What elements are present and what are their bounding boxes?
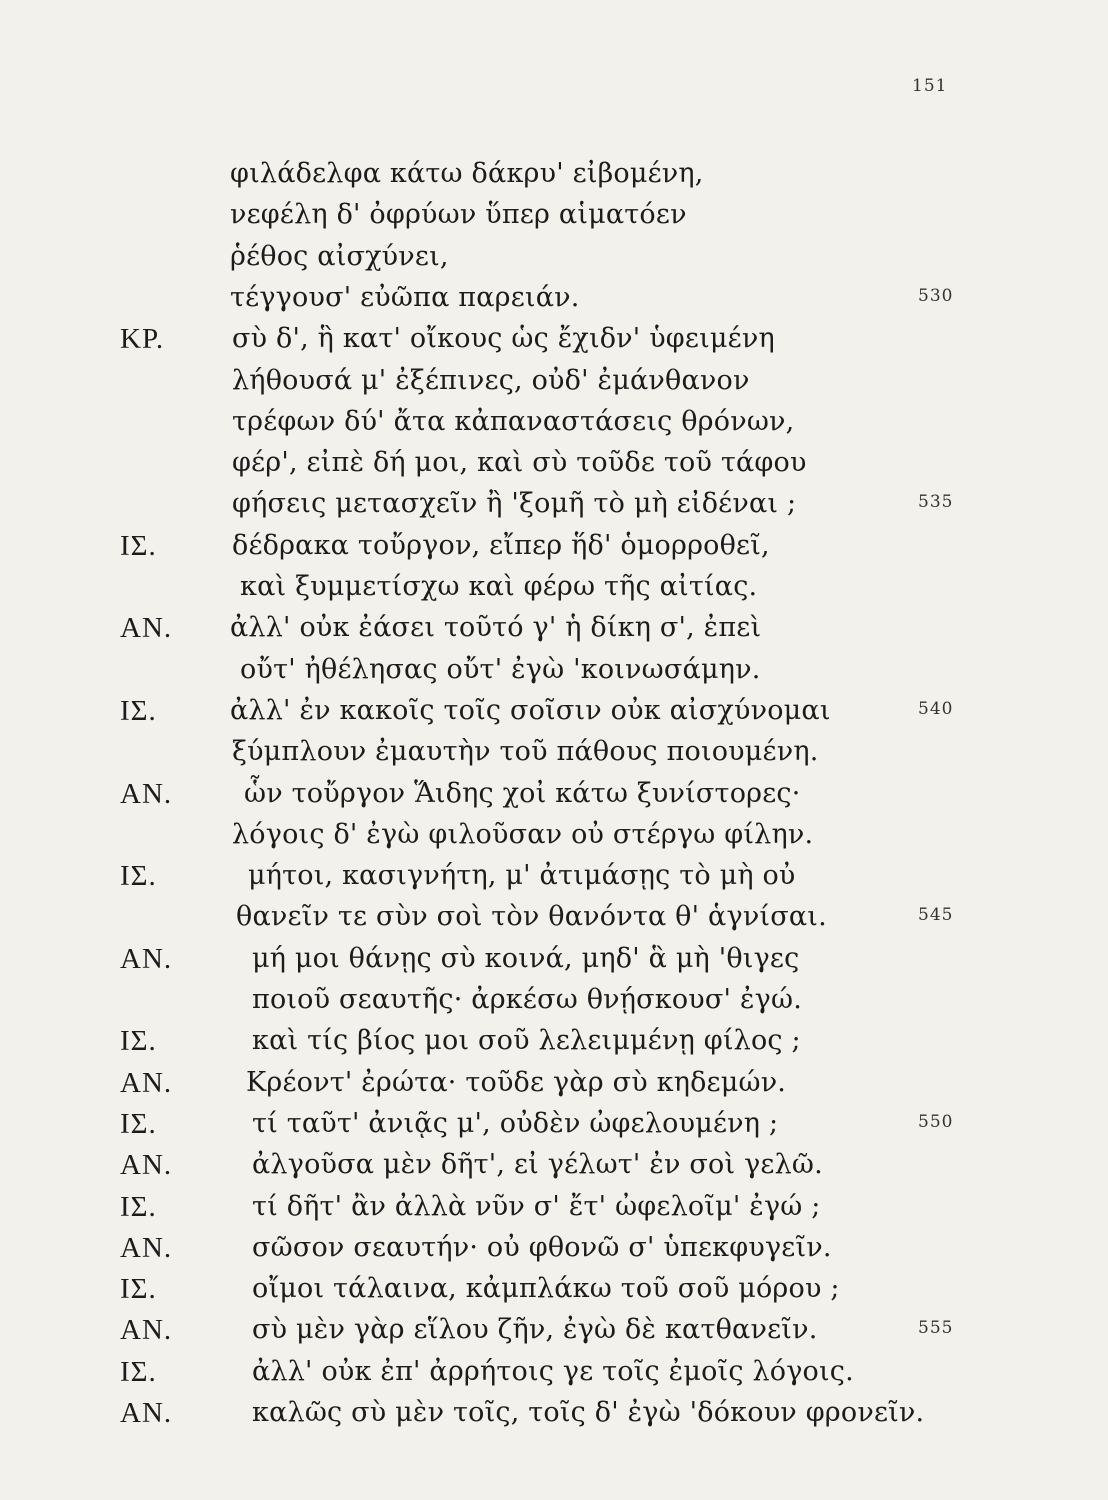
- verse-text: φιλάδελφα κάτω δάκρυ' εἰβομένη,: [230, 158, 704, 189]
- verse-line: [0, 901, 1108, 945]
- verse-text: σὺ δ', ἣ κατ' οἴκους ὡς ἔχιδν' ὑφειμένη: [232, 323, 775, 355]
- speaker-label: ΑΝ.: [120, 1066, 173, 1099]
- line-number: 550: [918, 1111, 954, 1132]
- speaker-label: ΚΡ.: [120, 323, 165, 356]
- speaker-label: ΙΣ.: [120, 860, 157, 893]
- line-number: 540: [918, 698, 954, 719]
- verse-text: οὔτ' ἠθέλησας οὔτ' ἐγὼ 'κοινωσάμην.: [240, 653, 761, 685]
- speaker-label: ΑΝ.: [120, 612, 173, 645]
- verse-text: θανεῖν τε σὺν σοὶ τὸν θανόντα θ' ἁγνίσαι.: [236, 901, 827, 933]
- verse-line: [0, 612, 1108, 656]
- line-number: 530: [918, 285, 954, 306]
- verse-text: καὶ ξυμμετίσχω καὶ φέρω τῆς αἰτίας.: [240, 571, 758, 602]
- verse-line: [0, 943, 1108, 987]
- verse-text: ῥέθος αἰσχύνει,: [230, 240, 449, 272]
- speaker-label: ΙΣ.: [120, 1025, 157, 1058]
- verse-line: [0, 1108, 1108, 1152]
- verse-text: ὧν τοὔργον Ἅιδης χοἰ κάτω ξυνίστορες·: [244, 777, 801, 809]
- verse-line: [0, 530, 1108, 574]
- verse-text: τί δῆτ' ἂν ἀλλὰ νῦν σ' ἔτ' ὠφελοῖμ' ἐγώ ;: [252, 1190, 821, 1222]
- speaker-label: ΙΣ.: [120, 529, 157, 562]
- verse-text: ποιοῦ σεαυτῆς· ἀρκέσω θνῄσκουσ' ἐγώ.: [252, 984, 802, 1015]
- verse-line: [0, 654, 1108, 698]
- speaker-label: ΑΝ.: [120, 1149, 173, 1182]
- speaker-label: ΙΣ.: [120, 1273, 157, 1306]
- verse-line: [0, 860, 1108, 904]
- verse-text: νεφέλη δ' ὀφρύων ὕπερ αἱματόεν: [230, 199, 687, 231]
- verse-text: τί ταῦτ' ἀνιᾷς μ', οὐδὲν ὠφελουμένη ;: [252, 1107, 779, 1139]
- verse-text: τρέφων δύ' ἄτα κἀπαναστάσεις θρόνων,: [232, 405, 795, 437]
- verse-text: ἀλλ' οὐκ ἐπ' ἀρρήτοις γε τοῖς ἐμοῖς λόγοις.: [252, 1355, 854, 1387]
- speaker-label: ΑΝ.: [120, 942, 173, 975]
- verse-line: [0, 323, 1108, 367]
- verse-line: [0, 1191, 1108, 1235]
- verse-text: ἀλγοῦσα μὲν δῆτ', εἰ γέλωτ' ἐν σοὶ γελῶ.: [252, 1149, 823, 1181]
- verse-text: φέρ', εἰπὲ δή μοι, καὶ σὺ τοῦδε τοῦ τάφου: [232, 447, 807, 479]
- verse-line: [0, 819, 1108, 863]
- verse-line: [0, 571, 1108, 615]
- verse-line: [0, 736, 1108, 780]
- verse-text: λόγοις δ' ἐγὼ φιλοῦσαν οὐ στέργω φίλην.: [232, 818, 814, 850]
- verse-line: [0, 1025, 1108, 1069]
- verse-text: σῶσον σεαυτήν· οὐ φθονῶ σ' ὑπεκφυγεῖν.: [252, 1231, 832, 1263]
- verse-line: [0, 984, 1108, 1028]
- verse-line: [0, 241, 1108, 285]
- verse-text: Κρέοντ' ἐρώτα· τοῦδε γὰρ σὺ κηδεμών.: [246, 1066, 787, 1098]
- speaker-label: ΙΣ.: [120, 1190, 157, 1223]
- verse-line: [0, 1149, 1108, 1193]
- verse-line: [0, 1356, 1108, 1400]
- verse-line: [0, 778, 1108, 822]
- verse-line: [0, 282, 1108, 326]
- verse-text: ξύμπλουν ἐμαυτὴν τοῦ πάθους ποιουμένη.: [232, 736, 819, 768]
- verse-text: καὶ τίς βίος μοι σοῦ λελειμμένῃ φίλος ;: [252, 1025, 801, 1057]
- speaker-label: ΙΣ.: [120, 694, 157, 727]
- verse-text: λήθουσά μ' ἐξέπινες, οὐδ' ἐμάνθανον: [232, 364, 750, 396]
- speaker-label: ΑΝ.: [120, 1231, 173, 1264]
- verse-line: [0, 1273, 1108, 1317]
- line-number: 535: [918, 492, 954, 513]
- verse-line: [0, 158, 1108, 202]
- verse-line: [0, 406, 1108, 450]
- speaker-label: ΑΝ.: [120, 1397, 173, 1429]
- verse-text: τέγγουσ' εὐῶπα παρειάν.: [230, 281, 580, 313]
- verse-text: καλῶς σὺ μὲν τοῖς, τοῖς δ' ἐγὼ 'δόκουν φρονεῖν.: [252, 1397, 925, 1428]
- speaker-label: ΙΣ.: [120, 1355, 157, 1388]
- line-number: 545: [918, 905, 954, 926]
- verse-text: οἴμοι τάλαινα, κἀμπλάκω τοῦ σοῦ μόρου ;: [252, 1273, 840, 1305]
- verse-text: δέδρακα τοὔργον, εἴπερ ἥδ' ὁμορροθεῖ,: [232, 529, 770, 561]
- speaker-label: ΑΝ.: [120, 777, 173, 810]
- verse-line: [0, 365, 1108, 409]
- line-number: 555: [918, 1318, 954, 1339]
- verse-line: [0, 695, 1108, 739]
- verse-line: [0, 1314, 1108, 1358]
- verse-text: μήτοι, κασιγνήτη, μ' ἀτιμάσῃς τὸ μὴ οὐ: [248, 860, 796, 892]
- verse-line: [0, 1232, 1108, 1276]
- verse-line: [0, 199, 1108, 243]
- speaker-label: ΙΣ.: [120, 1107, 157, 1140]
- verse-line: [0, 488, 1108, 532]
- verse-text: φήσεις μετασχεῖν ἢ 'ξομῆ τὸ μὴ εἰδέναι ;: [232, 488, 797, 520]
- verse-text: μή μοι θάνῃς σὺ κοινά, μηδ' ἃ μὴ 'θιγες: [252, 942, 800, 974]
- speaker-label: ΑΝ.: [120, 1314, 173, 1347]
- verse-line: [0, 1397, 1108, 1441]
- verse-text: ἀλλ' ἐν κακοῖς τοῖς σοῖσιν οὐκ αἰσχύνομαι: [230, 694, 831, 726]
- verse-line: [0, 1067, 1108, 1111]
- verse-text: σὺ μὲν γὰρ εἵλου ζῆν, ἐγὼ δὲ κατθανεῖν.: [252, 1314, 818, 1346]
- verse-text: ἀλλ' οὐκ ἐάσει τοῦτό γ' ἡ δίκη σ', ἐπεὶ: [230, 612, 762, 644]
- page-number: 151: [912, 76, 948, 96]
- verse-line: [0, 447, 1108, 491]
